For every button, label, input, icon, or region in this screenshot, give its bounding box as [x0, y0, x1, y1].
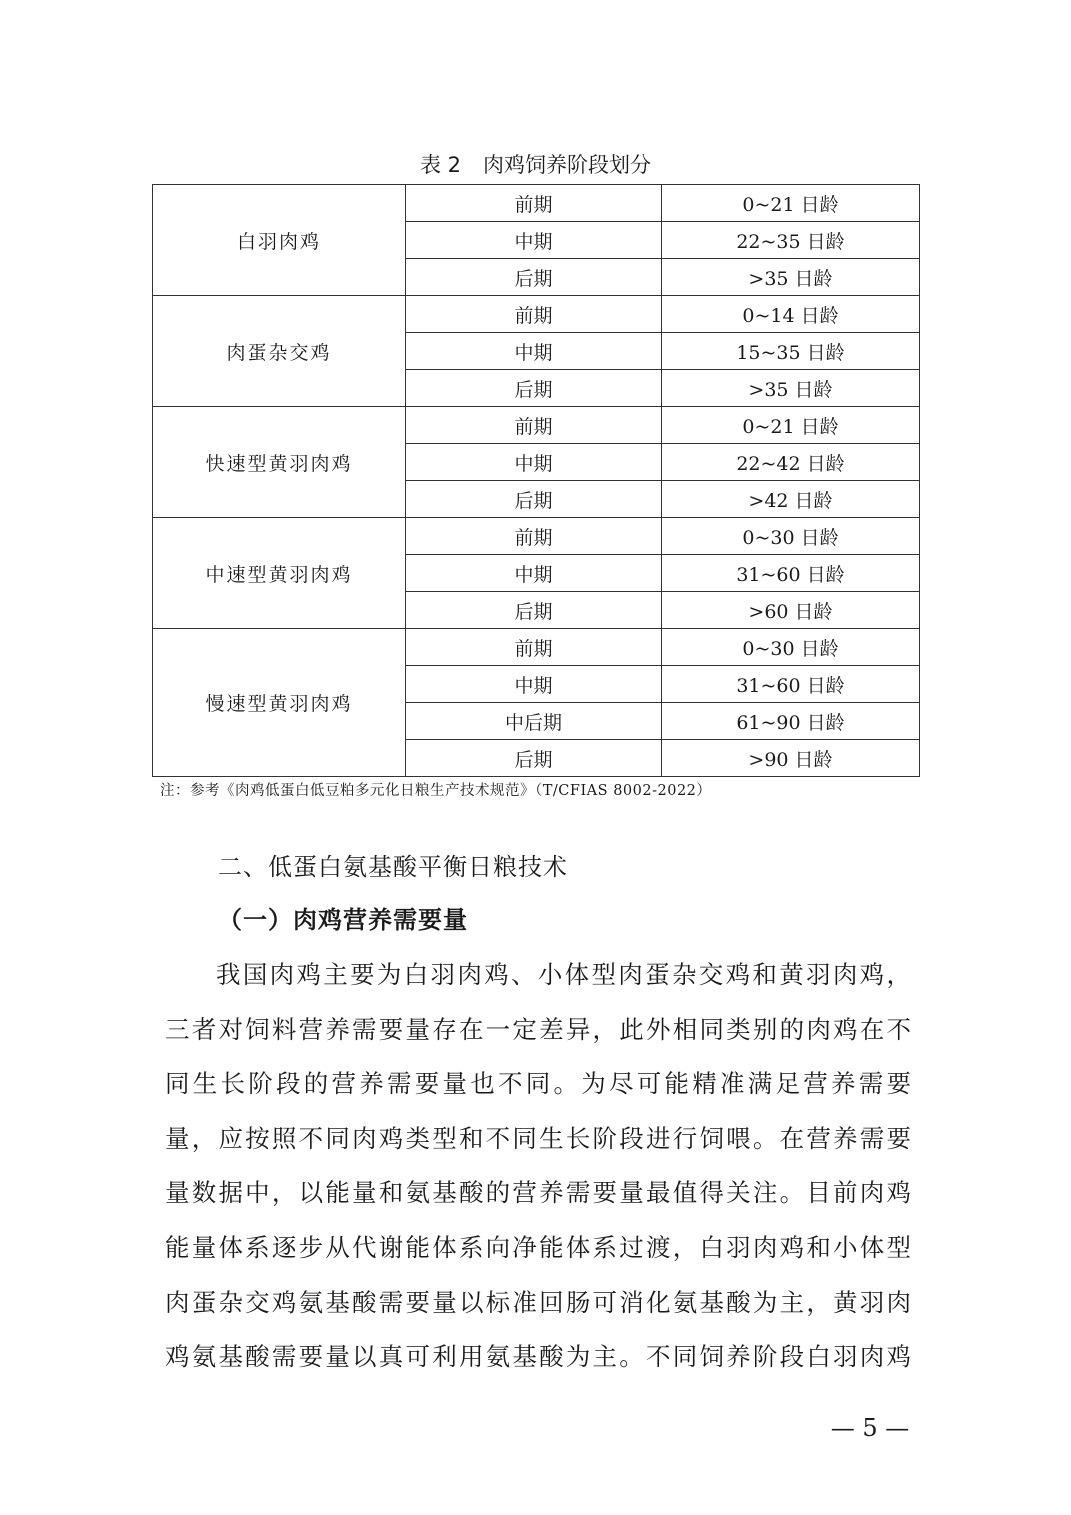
- age-cell: >42 日龄: [662, 481, 920, 518]
- table-row: [153, 296, 920, 333]
- page-number: — 5 —: [830, 1414, 910, 1442]
- stage-cell: 中后期: [406, 703, 662, 740]
- table-caption: [152, 148, 919, 182]
- paragraph-line: 同生长阶段的营养需要量也不同。为尽可能精准满足营养需要: [165, 1069, 911, 1099]
- age-cell: >35 日龄: [662, 370, 920, 407]
- stage-cell: 前期: [406, 518, 662, 555]
- stage-cell: 后期: [406, 481, 662, 518]
- body-paragraph: [165, 952, 911, 1389]
- stage-cell: 后期: [406, 370, 662, 407]
- age-cell: 0~14 日龄: [662, 296, 920, 333]
- stage-cell: 中期: [406, 666, 662, 703]
- age-cell: 0~21 日龄: [662, 185, 920, 222]
- age-cell: 31~60 日龄: [662, 666, 920, 703]
- age-cell: >60 日龄: [662, 592, 920, 629]
- age-cell: 22~35 日龄: [662, 222, 920, 259]
- stage-cell: 前期: [406, 185, 662, 222]
- table-caption-number: 表 2: [419, 153, 462, 177]
- stage-cell: 后期: [406, 259, 662, 296]
- age-cell: 15~35 日龄: [662, 333, 920, 370]
- stage-cell: 中期: [406, 222, 662, 259]
- stage-cell: 中期: [406, 444, 662, 481]
- paragraph-line: 鸡氨基酸需要量以真可利用氨基酸为主。不同饲养阶段白羽肉鸡: [165, 1342, 911, 1372]
- paragraph-line: 量数据中，以能量和氨基酸的营养需要量最值得关注。目前肉鸡: [165, 1178, 911, 1208]
- stage-cell: 后期: [406, 740, 662, 777]
- table-row: [153, 629, 920, 666]
- age-cell: >90 日龄: [662, 740, 920, 777]
- table-caption-title: 肉鸡饲养阶段划分: [483, 153, 652, 177]
- stage-cell: 中期: [406, 555, 662, 592]
- section-heading: 二、低蛋白氨基酸平衡日粮技术: [218, 853, 568, 881]
- age-cell: 31~60 日龄: [662, 555, 920, 592]
- stage-cell: 前期: [406, 296, 662, 333]
- age-cell: 0~21 日龄: [662, 407, 920, 444]
- breed-cell: 快速型黄羽肉鸡: [153, 407, 406, 518]
- table-row: [153, 407, 920, 444]
- stage-cell: 前期: [406, 629, 662, 666]
- table-row: [153, 185, 920, 222]
- age-cell: >35 日龄: [662, 259, 920, 296]
- paragraph-line: 三者对饲料营养需要量存在一定差异，此外相同类别的肉鸡在不: [165, 1014, 911, 1044]
- paragraph-line: 我国肉鸡主要为白羽肉鸡、小体型肉蛋杂交鸡和黄羽肉鸡，: [216, 960, 911, 989]
- paragraph-line: 量，应按照不同肉鸡类型和不同生长阶段进行饲喂。在营养需要: [165, 1123, 911, 1153]
- age-cell: 22~42 日龄: [662, 444, 920, 481]
- table-row: [153, 518, 920, 555]
- stage-cell: 后期: [406, 592, 662, 629]
- age-cell: 0~30 日龄: [662, 629, 920, 666]
- age-cell: 0~30 日龄: [662, 518, 920, 555]
- age-cell: 61~90 日龄: [662, 703, 920, 740]
- feeding-stage-table: [152, 184, 920, 777]
- table-note: 注：参考《肉鸡低蛋白低豆粕多元化日粮生产技术规范》（T/CFIAS 8002-2022）: [160, 783, 712, 799]
- paragraph-line: 肉蛋杂交鸡氨基酸需要量以标准回肠可消化氨基酸为主，黄羽肉: [165, 1287, 911, 1317]
- paragraph-line: 能量体系逐步从代谢能体系向净能体系过渡，白羽肉鸡和小体型: [165, 1232, 911, 1262]
- stage-cell: 中期: [406, 333, 662, 370]
- breed-cell: 慢速型黄羽肉鸡: [153, 629, 406, 777]
- section-subheading: （一）肉鸡营养需要量: [218, 905, 468, 934]
- breed-cell: 中速型黄羽肉鸡: [153, 518, 406, 629]
- breed-cell: 白羽肉鸡: [153, 185, 406, 296]
- breed-cell: 肉蛋杂交鸡: [153, 296, 406, 407]
- stage-cell: 前期: [406, 407, 662, 444]
